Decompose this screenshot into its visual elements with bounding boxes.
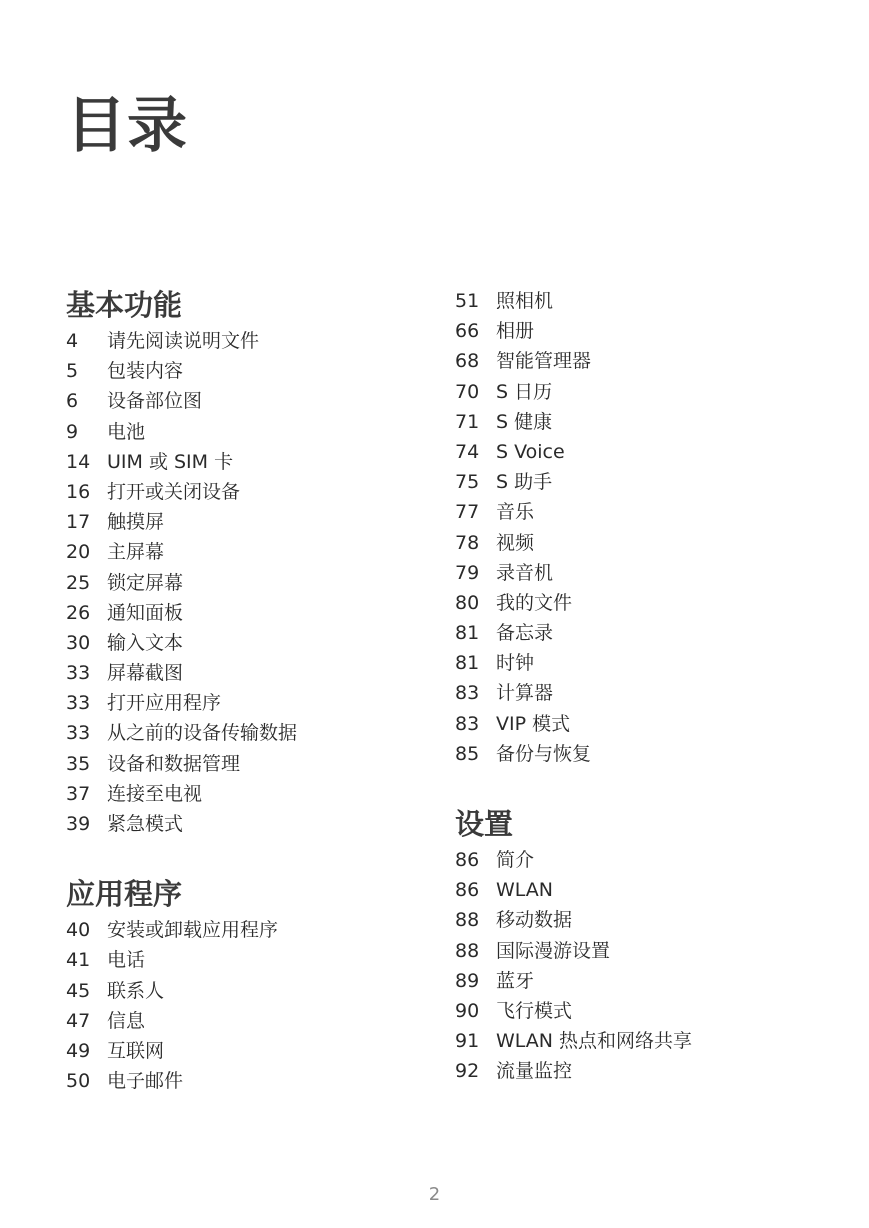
- toc-entry-page-number: 6: [66, 390, 79, 413]
- toc-entry[interactable]: [66, 658, 456, 688]
- toc-entry-label: WLAN 热点和网络共享: [496, 1030, 693, 1053]
- toc-entry-label: 信息: [107, 1009, 146, 1032]
- toc-entry-page-number: 66: [455, 320, 480, 343]
- toc-entry[interactable]: [455, 497, 845, 527]
- toc-entry-label: 简介: [496, 849, 535, 871]
- toc-entry-label: 备忘录: [496, 622, 554, 645]
- toc-entry-label: S 助手: [496, 471, 553, 494]
- toc-entry[interactable]: [66, 507, 456, 537]
- toc-entry[interactable]: [66, 809, 456, 839]
- toc-entry-label: 智能管理器: [496, 350, 592, 373]
- toc-entry-page-number: 5: [66, 360, 79, 383]
- toc-entry-label: 蓝牙: [496, 969, 535, 992]
- toc-entry-page-number: 16: [66, 480, 91, 503]
- toc-entry-page-number: 26: [66, 601, 91, 624]
- toc-entry[interactable]: [455, 316, 845, 346]
- toc-entry[interactable]: [455, 407, 845, 437]
- toc-entry-page-number: 39: [66, 813, 91, 835]
- toc-entry-page-number: 86: [455, 849, 480, 871]
- toc-entry[interactable]: [455, 875, 845, 905]
- toc-entry-page-number: 30: [66, 631, 91, 654]
- toc-entry-label: 设备和数据管理: [107, 752, 241, 775]
- toc-entry-label: S 日历: [496, 380, 553, 403]
- toc-entry-page-number: 74: [455, 440, 480, 463]
- toc-entry-label: 连接至电视: [107, 782, 203, 805]
- toc-entry-page-number: 83: [455, 712, 480, 735]
- toc-section: [66, 286, 456, 839]
- toc-entry-page-number: 68: [455, 350, 480, 373]
- toc-right-column: [455, 286, 845, 1087]
- toc-entry[interactable]: [66, 779, 456, 809]
- toc-entry-label: 国际漫游设置: [496, 939, 611, 962]
- toc-entry[interactable]: [66, 718, 456, 748]
- toc-entry-page-number: 17: [66, 511, 91, 534]
- toc-entry-page-number: 81: [455, 652, 480, 675]
- toc-entry-label: 输入文本: [107, 631, 184, 654]
- toc-entry-page-number: 77: [455, 501, 480, 524]
- toc-entry-label: 移动数据: [496, 909, 573, 932]
- toc-entry-page-number: 33: [66, 662, 91, 685]
- toc-entry[interactable]: [66, 356, 456, 386]
- toc-entry-page-number: 33: [66, 722, 91, 745]
- toc-entry[interactable]: [66, 1036, 456, 1066]
- toc-entry[interactable]: [455, 709, 845, 739]
- toc-entry-label: 电话: [107, 949, 146, 972]
- toc-entry[interactable]: [455, 648, 845, 678]
- toc-entry-page-number: 50: [66, 1070, 91, 1093]
- toc-entry[interactable]: [66, 688, 456, 718]
- toc-entry[interactable]: [66, 447, 456, 477]
- toc-entry[interactable]: [66, 1006, 456, 1036]
- section-heading: 应用程序: [66, 877, 183, 912]
- toc-entry[interactable]: [455, 467, 845, 497]
- toc-entry-label: 锁定屏幕: [107, 571, 184, 594]
- toc-entry-page-number: 86: [455, 879, 480, 902]
- page-number: 2: [428, 1184, 441, 1205]
- toc-entry[interactable]: [455, 528, 845, 558]
- toc-entry[interactable]: [455, 739, 845, 769]
- toc-entry-label: 通知面板: [107, 601, 184, 624]
- toc-section: [66, 875, 456, 1096]
- toc-entry-page-number: 41: [66, 949, 91, 972]
- toc-entry-page-number: 88: [455, 939, 480, 962]
- section-heading: 基本功能: [66, 288, 183, 322]
- toc-entry-page-number: 90: [455, 999, 480, 1022]
- toc-entry-label: 触摸屏: [107, 511, 165, 534]
- toc-entry-page-number: 14: [66, 450, 91, 473]
- toc-entry[interactable]: [455, 936, 845, 966]
- toc-entry-page-number: 70: [455, 380, 480, 403]
- toc-entry[interactable]: [455, 588, 845, 618]
- toc-entry[interactable]: [66, 537, 456, 567]
- toc-entry[interactable]: [66, 628, 456, 658]
- toc-entry-label: 安装或卸载应用程序: [107, 919, 279, 942]
- toc-entry[interactable]: [455, 1056, 845, 1086]
- toc-left-column: [66, 286, 456, 1096]
- toc-entry-page-number: 83: [455, 682, 480, 705]
- toc-entry[interactable]: [66, 945, 456, 975]
- toc-entry-page-number: 20: [66, 541, 91, 564]
- toc-entry[interactable]: [455, 845, 845, 875]
- toc-entry[interactable]: [455, 966, 845, 996]
- toc-entry-label: 我的文件: [496, 591, 573, 614]
- toc-entry-page-number: 35: [66, 752, 91, 775]
- toc-entry-label: 电子邮件: [107, 1070, 184, 1093]
- toc-entry[interactable]: [66, 976, 456, 1006]
- toc-entry[interactable]: [66, 326, 456, 356]
- toc-entry[interactable]: [455, 558, 845, 588]
- toc-entry-label: 音乐: [496, 501, 535, 524]
- toc-entry-page-number: 78: [455, 531, 480, 554]
- toc-entry-label: 打开或关闭设备: [107, 480, 241, 503]
- toc-entry[interactable]: [66, 417, 456, 447]
- toc-entry-label: 主屏幕: [107, 541, 165, 564]
- toc-entry-label: 电池: [107, 420, 146, 443]
- toc-entry-page-number: 47: [66, 1009, 91, 1032]
- toc-entry[interactable]: [66, 915, 456, 945]
- toc-entry[interactable]: [66, 749, 456, 779]
- toc-entry[interactable]: [455, 1026, 845, 1056]
- toc-entry-label: 从之前的设备传输数据: [107, 722, 298, 745]
- toc-entry-page-number: 37: [66, 782, 91, 805]
- toc-entry-page-number: 51: [455, 290, 480, 312]
- toc-entry[interactable]: [66, 598, 456, 628]
- toc-entry-page-number: 49: [66, 1039, 91, 1062]
- toc-entry-label: 录音机: [496, 561, 554, 584]
- toc-entry-page-number: 33: [66, 692, 91, 715]
- toc-entry-page-number: 4: [66, 330, 79, 352]
- toc-entry-label: 屏幕截图: [107, 662, 184, 685]
- toc-entry-label: 流量监控: [496, 1060, 573, 1083]
- toc-entry[interactable]: [66, 1066, 456, 1096]
- toc-entry-page-number: 25: [66, 571, 91, 594]
- toc-entry-label: 相册: [496, 320, 535, 343]
- toc-entry-page-number: 81: [455, 622, 480, 645]
- toc-entry-label: 备份与恢复: [496, 742, 592, 765]
- toc-entry-label: 设备部位图: [107, 390, 203, 413]
- toc-entry[interactable]: [455, 437, 845, 467]
- toc-entry[interactable]: [455, 905, 845, 935]
- toc-entry[interactable]: [455, 286, 845, 316]
- toc-entry-label: 包装内容: [107, 360, 184, 383]
- toc-entry-page-number: 45: [66, 979, 91, 1002]
- toc-entry[interactable]: [66, 568, 456, 598]
- page-title: 目录: [66, 91, 188, 161]
- toc-entry-page-number: 88: [455, 909, 480, 932]
- toc-entry[interactable]: [455, 346, 845, 376]
- toc-entry-page-number: 85: [455, 742, 480, 765]
- toc-entry[interactable]: [66, 386, 456, 416]
- toc-entry-page-number: 40: [66, 919, 91, 942]
- toc-entry-page-number: 89: [455, 969, 480, 992]
- toc-entry-label: 照相机: [496, 290, 554, 312]
- toc-entry-label: 计算器: [496, 682, 554, 705]
- toc-entry[interactable]: [455, 377, 845, 407]
- toc-entry-page-number: 9: [66, 420, 79, 443]
- toc-entry-page-number: 79: [455, 561, 480, 584]
- toc-entry-label: WLAN: [496, 879, 554, 902]
- toc-entry[interactable]: [455, 678, 845, 708]
- toc-section: [455, 286, 845, 769]
- toc-entry-page-number: 71: [455, 410, 480, 433]
- toc-entry-label: VIP 模式: [496, 712, 571, 735]
- toc-entry-label: 联系人: [107, 979, 165, 1002]
- toc-entry-page-number: 80: [455, 591, 480, 614]
- toc-entry[interactable]: [66, 477, 456, 507]
- toc-entry-label: 打开应用程序: [107, 692, 222, 715]
- toc-entry-label: 时钟: [496, 652, 535, 675]
- toc-entry[interactable]: [455, 618, 845, 648]
- toc-entry-page-number: 75: [455, 471, 480, 494]
- toc-entry-label: UIM 或 SIM 卡: [107, 450, 234, 473]
- section-heading: 设置: [455, 807, 514, 841]
- toc-entry-label: 紧急模式: [107, 813, 184, 835]
- toc-entry-label: S 健康: [496, 410, 553, 433]
- toc-entry-label: 互联网: [107, 1039, 165, 1062]
- toc-section: [455, 805, 845, 1087]
- toc-entry[interactable]: [455, 996, 845, 1026]
- toc-entry-label: 视频: [496, 531, 535, 554]
- toc-entry-page-number: 92: [455, 1060, 480, 1083]
- toc-entry-page-number: 91: [455, 1030, 480, 1053]
- toc-entry-label: 请先阅读说明文件: [107, 330, 260, 352]
- toc-entry-label: 飞行模式: [496, 999, 573, 1022]
- toc-entry-label: S Voice: [496, 440, 565, 463]
